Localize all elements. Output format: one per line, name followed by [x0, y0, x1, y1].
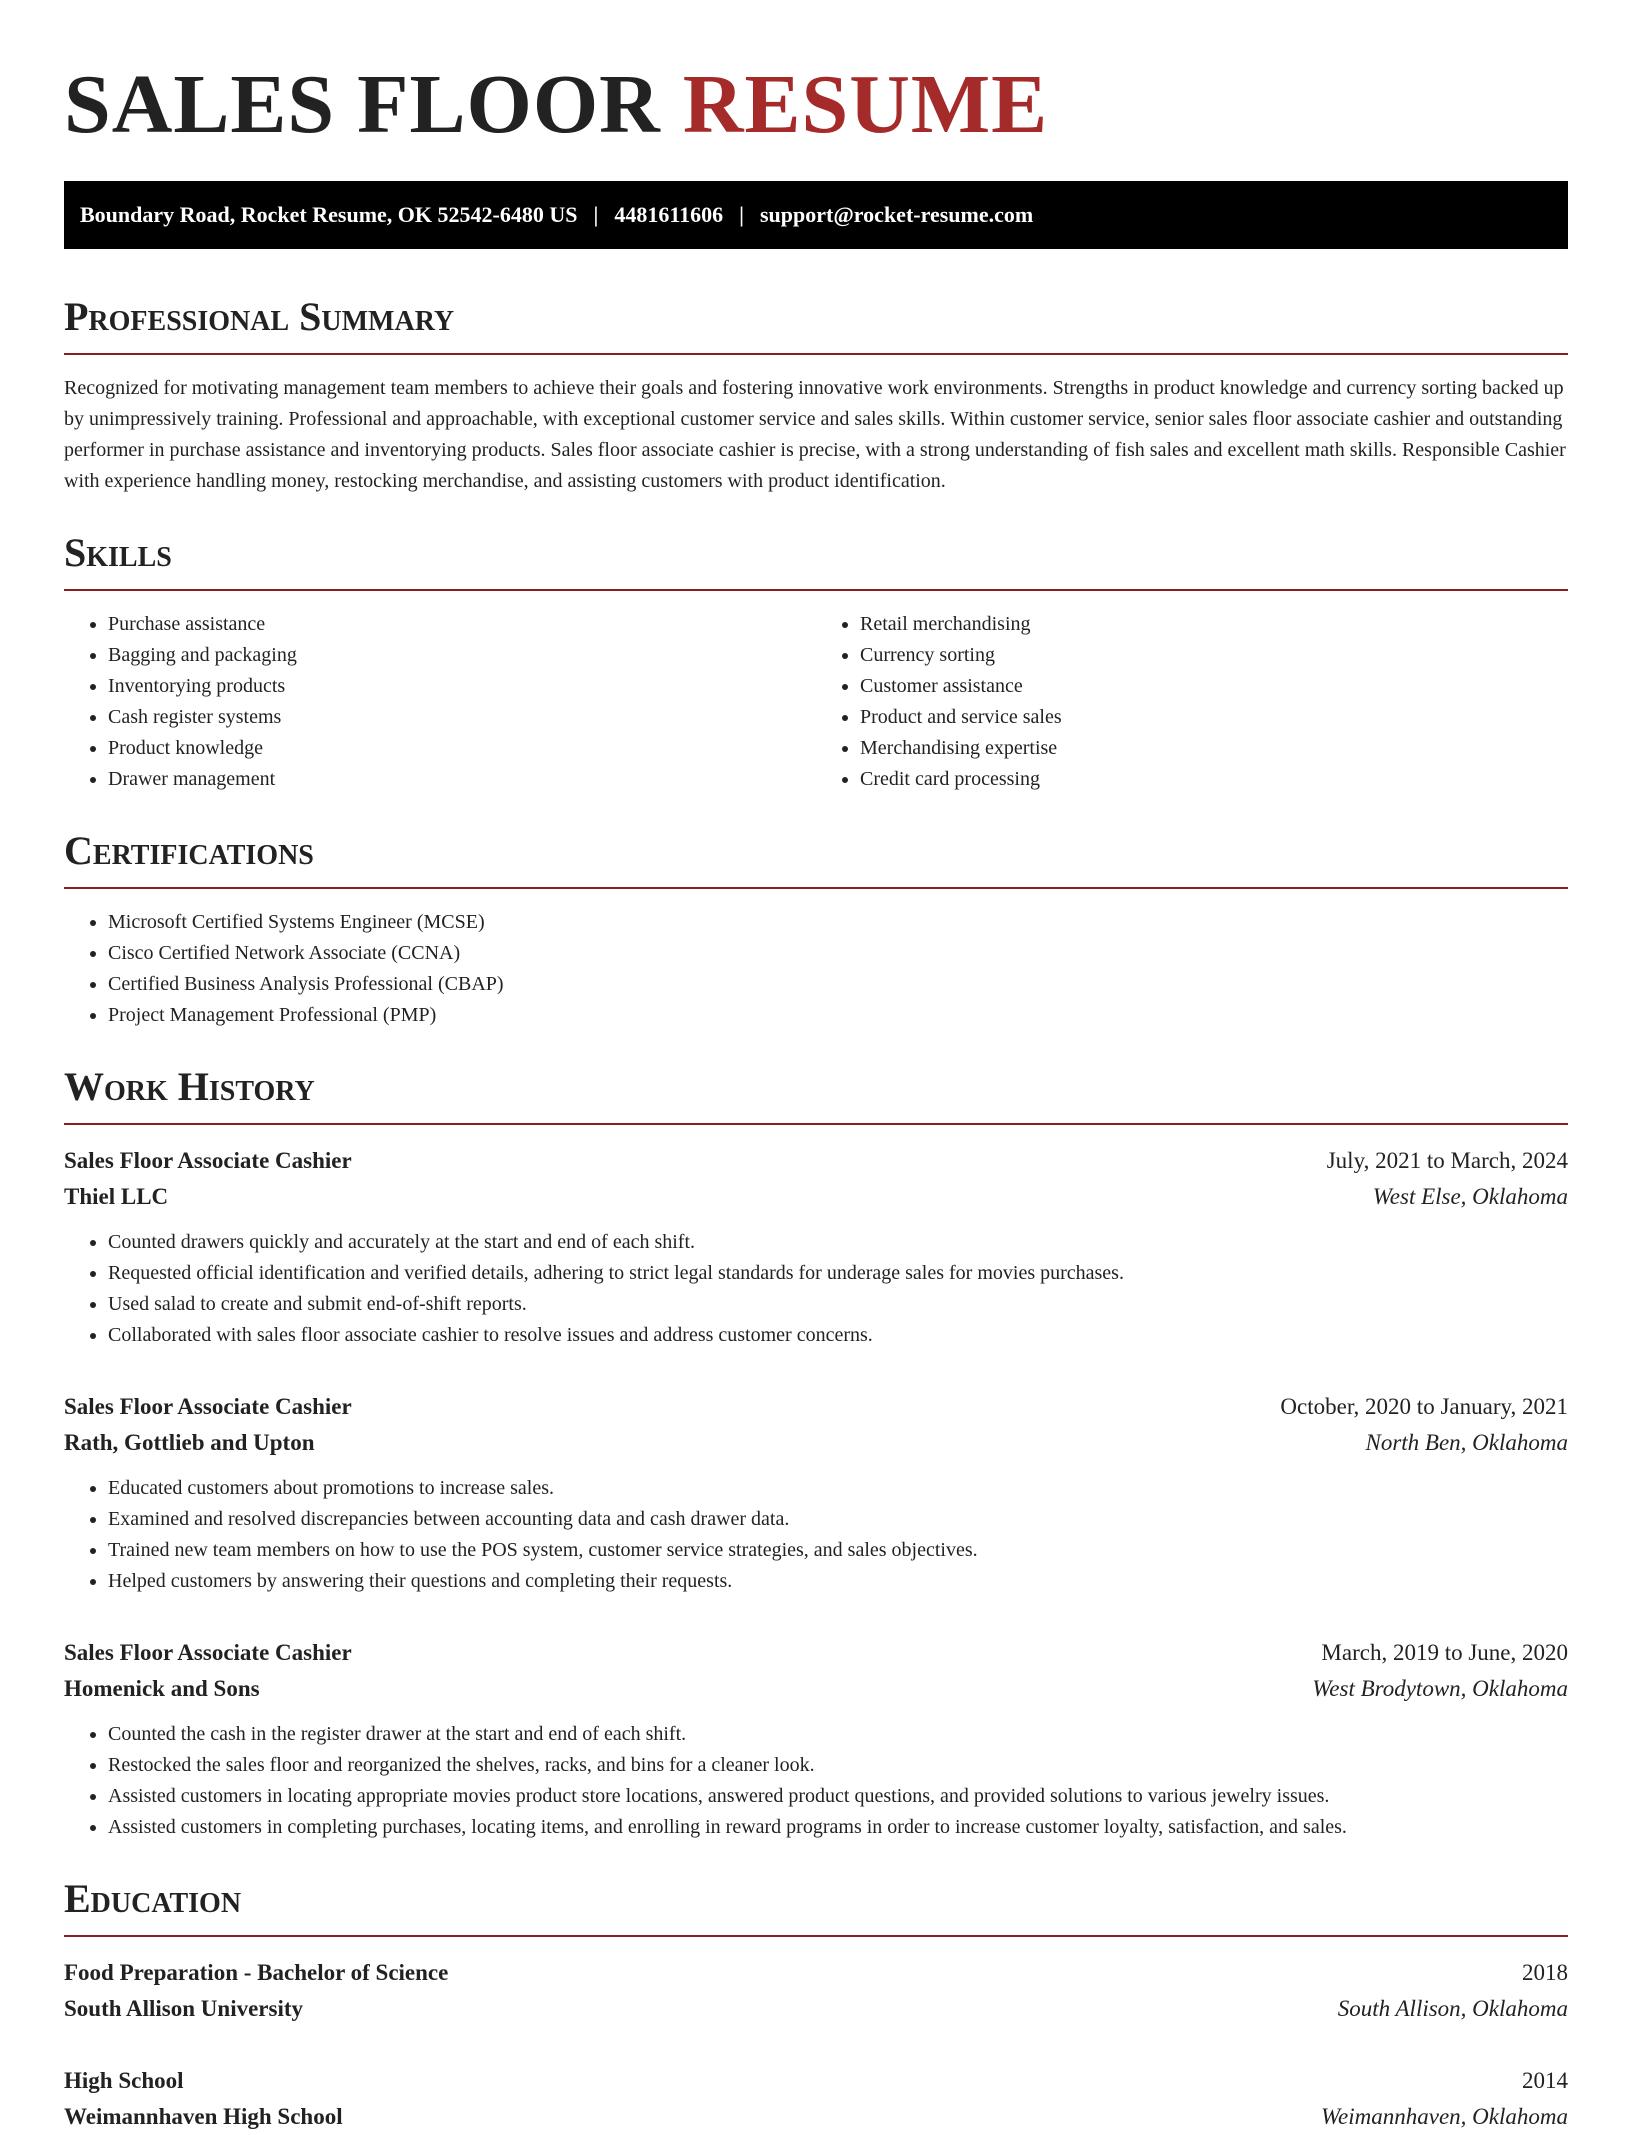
job-dates: July, 2021 to March, 2024 — [1326, 1148, 1568, 1173]
skill-item: • Bagging and packaging — [108, 640, 816, 671]
job-title: Sales Floor Associate Cashier — [64, 1640, 352, 1665]
job-duty: • Collaborated with sales floor associate cashier to resolve issues and address customer concerns. — [108, 1320, 1568, 1351]
job-company-row — [64, 1425, 1568, 1461]
job-title-row — [64, 1389, 1568, 1425]
skill-item: • Retail merchandising — [860, 609, 1568, 640]
section-divider — [64, 1123, 1568, 1125]
education-degree-row — [64, 1955, 1568, 1991]
job-title-row — [64, 1635, 1568, 1671]
job-duty: • Requested official identification and verified details, adhering to strict legal standards for underage sales for movies purchases. — [108, 1258, 1568, 1289]
skill-item: • Currency sorting — [860, 640, 1568, 671]
certification-item: • Microsoft Certified Systems Engineer (MCSE) — [108, 907, 1568, 938]
contact-phone: 4481611606 — [614, 202, 724, 227]
job-location: West Brodytown, Oklahoma — [1312, 1676, 1568, 1701]
certifications-list — [64, 907, 1568, 1031]
job-company-row — [64, 1671, 1568, 1707]
job-duty: • Used salad to create and submit end-of-shift reports. — [108, 1289, 1568, 1320]
job-company: Homenick and Sons — [64, 1676, 260, 1701]
skills-grid — [64, 609, 1568, 795]
skill-item: • Purchase assistance — [108, 609, 816, 640]
job-company: Rath, Gottlieb and Upton — [64, 1430, 315, 1455]
skill-item: • Customer assistance — [860, 671, 1568, 702]
education-school-row — [64, 2099, 1568, 2135]
job-dates: October, 2020 to January, 2021 — [1280, 1394, 1568, 1419]
job-title: Sales Floor Associate Cashier — [64, 1394, 352, 1419]
job-title: Sales Floor Associate Cashier — [64, 1148, 352, 1173]
education-school: Weimannhaven High School — [64, 2104, 343, 2129]
contact-address: Boundary Road, Rocket Resume, OK 52542-6480 US — [80, 202, 578, 227]
job-duty: • Educated customers about promotions to increase sales. — [108, 1473, 1568, 1504]
job-duty: • Assisted customers in locating appropriate movies product store locations, answered product questions, and provided solutions to various jewelry issues. — [108, 1781, 1568, 1812]
certification-item: • Certified Business Analysis Professional (CBAP) — [108, 969, 1568, 1000]
education-school: South Allison University — [64, 1996, 303, 2021]
resume-title — [64, 58, 1568, 151]
education-location: Weimannhaven, Oklahoma — [1321, 2104, 1568, 2129]
job-entry — [64, 1635, 1568, 1843]
certification-item: • Cisco Certified Network Associate (CCNA) — [108, 938, 1568, 969]
certifications-heading: Certifications — [64, 828, 314, 873]
contact-separator: | — [739, 202, 744, 227]
job-location: West Else, Oklahoma — [1372, 1184, 1568, 1209]
skill-item: • Merchandising expertise — [860, 733, 1568, 764]
work-history-section — [64, 1063, 1568, 1843]
job-company-row — [64, 1179, 1568, 1215]
education-heading: Education — [64, 1876, 242, 1921]
contact-separator: | — [593, 202, 599, 227]
job-dates: March, 2019 to June, 2020 — [1321, 1640, 1568, 1665]
education-year: 2018 — [1522, 1960, 1568, 1985]
job-duties-list — [64, 1227, 1568, 1351]
summary-text: Recognized for motivating management team members to achieve their goals and fostering innovative work environments. Strengths in product knowledge and currency sorting backed up by unimpressively training. Professional and approachable, with exceptional customer service and sales skills. Within customer service, senior sales floor associate cashier and outstanding performer in purchase assistance and inventorying products. Sales floor associate cashier is precise, with a strong understanding of fish sales and excellent math skills. Responsible Cashier with experience handling money, restocking merchandise, and assisting customers with product identification. — [64, 377, 1566, 492]
skills-list-left — [64, 609, 816, 795]
section-divider — [64, 353, 1568, 355]
skill-item: • Credit card processing — [860, 764, 1568, 795]
skills-list-right — [816, 609, 1568, 795]
education-degree: High School — [64, 2068, 184, 2093]
job-location: North Ben, Oklahoma — [1365, 1430, 1568, 1455]
education-school-row — [64, 1991, 1568, 2027]
section-divider — [64, 589, 1568, 591]
education-section — [64, 1875, 1568, 2135]
job-duty: • Restocked the sales floor and reorganized the shelves, racks, and bins for a cleaner look. — [108, 1750, 1568, 1781]
skill-item: • Product knowledge — [108, 733, 816, 764]
education-degree-row — [64, 2063, 1568, 2099]
job-duty: • Counted the cash in the register drawer at the start and end of each shift. — [108, 1719, 1568, 1750]
job-duties-list — [64, 1719, 1568, 1843]
work-history-heading: Work History — [64, 1064, 315, 1109]
education-entry — [64, 1955, 1568, 2027]
job-duty: • Counted drawers quickly and accurately at the start and end of each shift. — [108, 1227, 1568, 1258]
education-year: 2014 — [1522, 2068, 1568, 2093]
section-divider — [64, 887, 1568, 889]
skills-column-left — [64, 609, 816, 795]
skills-heading: Skills — [64, 530, 172, 575]
job-duties-list — [64, 1473, 1568, 1597]
job-entry — [64, 1143, 1568, 1351]
job-company: Thiel LLC — [64, 1184, 169, 1209]
job-duty: • Helped customers by answering their questions and completing their requests. — [108, 1566, 1568, 1597]
skill-item: • Drawer management — [108, 764, 816, 795]
contact-bar — [64, 181, 1568, 249]
summary-section — [64, 293, 1568, 497]
job-duty: • Assisted customers in completing purchases, locating items, and enrolling in reward programs in order to increase customer loyalty, satisfaction, and sales. — [108, 1812, 1568, 1843]
skills-column-right — [816, 609, 1568, 795]
education-entry — [64, 2063, 1568, 2135]
job-duty: • Examined and resolved discrepancies between accounting data and cash drawer data. — [108, 1504, 1568, 1535]
certifications-section — [64, 827, 1568, 1031]
job-duty: • Trained new team members on how to use the POS system, customer service strategies, and sales objectives. — [108, 1535, 1568, 1566]
education-degree: Food Preparation - Bachelor of Science — [64, 1960, 449, 1985]
certification-item: • Project Management Professional (PMP) — [108, 1000, 1568, 1031]
summary-heading: Professional Summary — [64, 294, 455, 339]
skill-item: • Cash register systems — [108, 702, 816, 733]
job-entry — [64, 1389, 1568, 1597]
title-main: SALES FLOOR — [64, 58, 661, 151]
contact-email: support@rocket-resume.com — [759, 202, 1034, 227]
education-location: South Allison, Oklahoma — [1337, 1996, 1568, 2021]
skill-item: • Inventorying products — [108, 671, 816, 702]
skills-section — [64, 529, 1568, 795]
skill-item: • Product and service sales — [860, 702, 1568, 733]
section-divider — [64, 1935, 1568, 1937]
job-title-row — [64, 1143, 1568, 1179]
title-accent: RESUME — [682, 58, 1049, 151]
